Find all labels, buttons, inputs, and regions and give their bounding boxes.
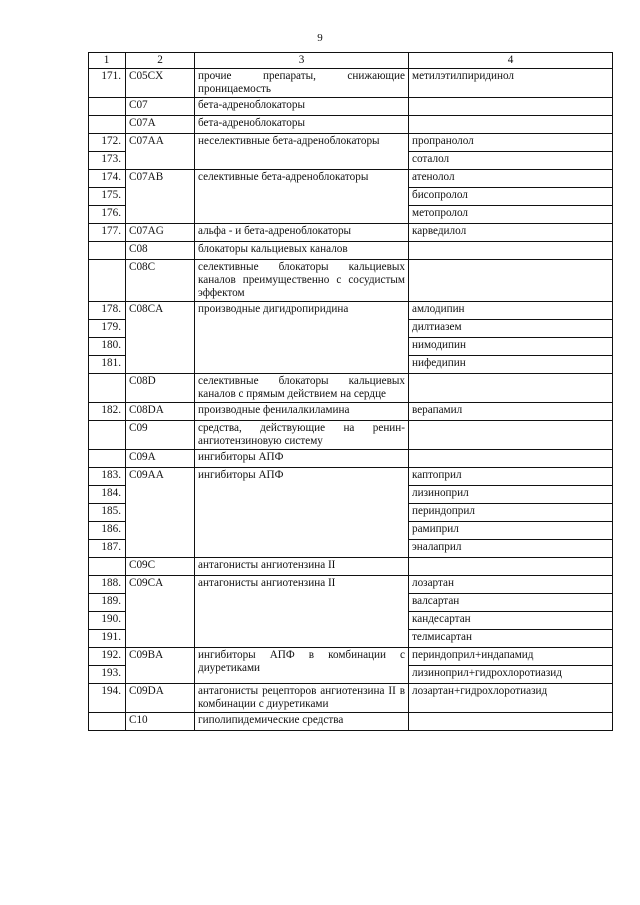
drug-name (409, 242, 613, 260)
pharmacological-group: блокаторы кальциевых каналов (195, 242, 409, 260)
drug-name (409, 450, 613, 468)
column-header-1: 1 (89, 53, 126, 69)
drug-name (409, 558, 613, 576)
row-number: 177. (89, 224, 126, 242)
page-number: 9 (317, 32, 323, 44)
drug-name (409, 98, 613, 116)
row-number (89, 374, 126, 403)
pharmacological-group: гиполипидемические средства (195, 713, 409, 731)
drug-name: лозартан (409, 576, 613, 594)
atc-code: C09AA (126, 468, 195, 558)
atc-code: C08D (126, 374, 195, 403)
row-number: 179. (89, 320, 126, 338)
row-number: 181. (89, 356, 126, 374)
pharmacological-group: производные дигидропиридина (195, 302, 409, 374)
drug-name: валсартан (409, 594, 613, 612)
atc-code: C09DA (126, 684, 195, 713)
header-row (89, 53, 613, 69)
drug-name: лизиноприл+гидрохлоротиазид (409, 666, 613, 684)
drug-name: соталол (409, 152, 613, 170)
table-row (89, 421, 613, 450)
pharmacological-group: средства, действующие на ренин-ангиотензиновую систему (195, 421, 409, 450)
atc-code: C08CA (126, 302, 195, 374)
row-number (89, 260, 126, 302)
row-number: 187. (89, 540, 126, 558)
drug-name: лизиноприл (409, 486, 613, 504)
table-row (89, 374, 613, 403)
pharmacological-group: бета-адреноблокаторы (195, 116, 409, 134)
drug-name (409, 260, 613, 302)
drug-name: дилтиазем (409, 320, 613, 338)
row-number (89, 421, 126, 450)
table-row (89, 648, 613, 666)
table-row (89, 116, 613, 134)
row-number: 180. (89, 338, 126, 356)
table-row (89, 684, 613, 713)
row-number: 171. (89, 69, 126, 98)
atc-code: C05CX (126, 69, 195, 98)
row-number: 183. (89, 468, 126, 486)
row-number (89, 713, 126, 731)
atc-code: C08C (126, 260, 195, 302)
row-number: 176. (89, 206, 126, 224)
row-number: 192. (89, 648, 126, 666)
drug-classification-table (88, 52, 613, 731)
row-number: 172. (89, 134, 126, 152)
pharmacological-group: антагонисты ангиотензина II (195, 558, 409, 576)
pharmacological-group: ингибиторы АПФ (195, 450, 409, 468)
pharmacological-group: бета-адреноблокаторы (195, 98, 409, 116)
atc-code: C09A (126, 450, 195, 468)
drug-name: бисопролол (409, 188, 613, 206)
table-row (89, 558, 613, 576)
row-number: 175. (89, 188, 126, 206)
atc-code: C09BA (126, 648, 195, 684)
row-number: 185. (89, 504, 126, 522)
row-number: 173. (89, 152, 126, 170)
atc-code: C08DA (126, 403, 195, 421)
column-header-3: 3 (195, 53, 409, 69)
row-number: 174. (89, 170, 126, 188)
drug-name: пропранолол (409, 134, 613, 152)
column-header-4: 4 (409, 53, 613, 69)
drug-name: телмисартан (409, 630, 613, 648)
atc-code: C07 (126, 98, 195, 116)
pharmacological-group: альфа - и бета-адреноблокаторы (195, 224, 409, 242)
table-row (89, 713, 613, 731)
row-number: 194. (89, 684, 126, 713)
pharmacological-group: неселективные бета-адреноблокаторы (195, 134, 409, 170)
table-row (89, 69, 613, 98)
table-row (89, 468, 613, 486)
row-number: 191. (89, 630, 126, 648)
drug-name: нимодипин (409, 338, 613, 356)
drug-name: периндоприл (409, 504, 613, 522)
row-number: 190. (89, 612, 126, 630)
table-row (89, 134, 613, 152)
drug-name (409, 713, 613, 731)
table-row (89, 302, 613, 320)
row-number (89, 450, 126, 468)
row-number: 189. (89, 594, 126, 612)
drug-name: карведилол (409, 224, 613, 242)
drug-name: лозартан+гидрохлоротиазид (409, 684, 613, 713)
drug-name: рамиприл (409, 522, 613, 540)
table-row (89, 260, 613, 302)
row-number: 193. (89, 666, 126, 684)
drug-name: каптоприл (409, 468, 613, 486)
atc-code: C08 (126, 242, 195, 260)
row-number (89, 558, 126, 576)
row-number (89, 116, 126, 134)
drug-name: амлодипин (409, 302, 613, 320)
drug-name: верапамил (409, 403, 613, 421)
atc-code: C07AB (126, 170, 195, 224)
row-number: 182. (89, 403, 126, 421)
table-row (89, 576, 613, 594)
pharmacological-group: антагонисты ангиотензина II (195, 576, 409, 648)
table-row (89, 450, 613, 468)
row-number (89, 242, 126, 260)
atc-code: C07AA (126, 134, 195, 170)
drug-name: нифедипин (409, 356, 613, 374)
drug-name: кандесартан (409, 612, 613, 630)
atc-code: C09 (126, 421, 195, 450)
atc-code: C07AG (126, 224, 195, 242)
pharmacological-group: селективные бета-адреноблокаторы (195, 170, 409, 224)
pharmacological-group: прочие препараты, снижающие проницаемость (195, 69, 409, 98)
drug-name (409, 116, 613, 134)
pharmacological-group: селективные блокаторы кальциевых каналов преимущественно с сосудистым эффектом (195, 260, 409, 302)
table-row (89, 98, 613, 116)
row-number (89, 98, 126, 116)
table-row (89, 224, 613, 242)
row-number: 178. (89, 302, 126, 320)
pharmacological-group: ингибиторы АПФ в комбинации с диуретиками (195, 648, 409, 684)
drug-name: эналаприл (409, 540, 613, 558)
atc-code: C09CA (126, 576, 195, 648)
table-row (89, 403, 613, 421)
pharmacological-group: ингибиторы АПФ (195, 468, 409, 558)
drug-name: атенолол (409, 170, 613, 188)
atc-code: C09C (126, 558, 195, 576)
row-number: 186. (89, 522, 126, 540)
pharmacological-group: селективные блокаторы кальциевых каналов с прямым действием на сердце (195, 374, 409, 403)
drug-name: метилэтилпиридинол (409, 69, 613, 98)
pharmacological-group: производные фенилалкиламина (195, 403, 409, 421)
table-body (89, 69, 613, 731)
row-number: 184. (89, 486, 126, 504)
drug-name: периндоприл+индапамид (409, 648, 613, 666)
table-row (89, 170, 613, 188)
drug-name (409, 421, 613, 450)
table-header (89, 53, 613, 69)
pharmacological-group: антагонисты рецепторов ангиотензина II в комбинации с диуретиками (195, 684, 409, 713)
atc-code: C07A (126, 116, 195, 134)
drug-name: метопролол (409, 206, 613, 224)
row-number: 188. (89, 576, 126, 594)
atc-code: C10 (126, 713, 195, 731)
column-header-2: 2 (126, 53, 195, 69)
table-row (89, 242, 613, 260)
drug-name (409, 374, 613, 403)
